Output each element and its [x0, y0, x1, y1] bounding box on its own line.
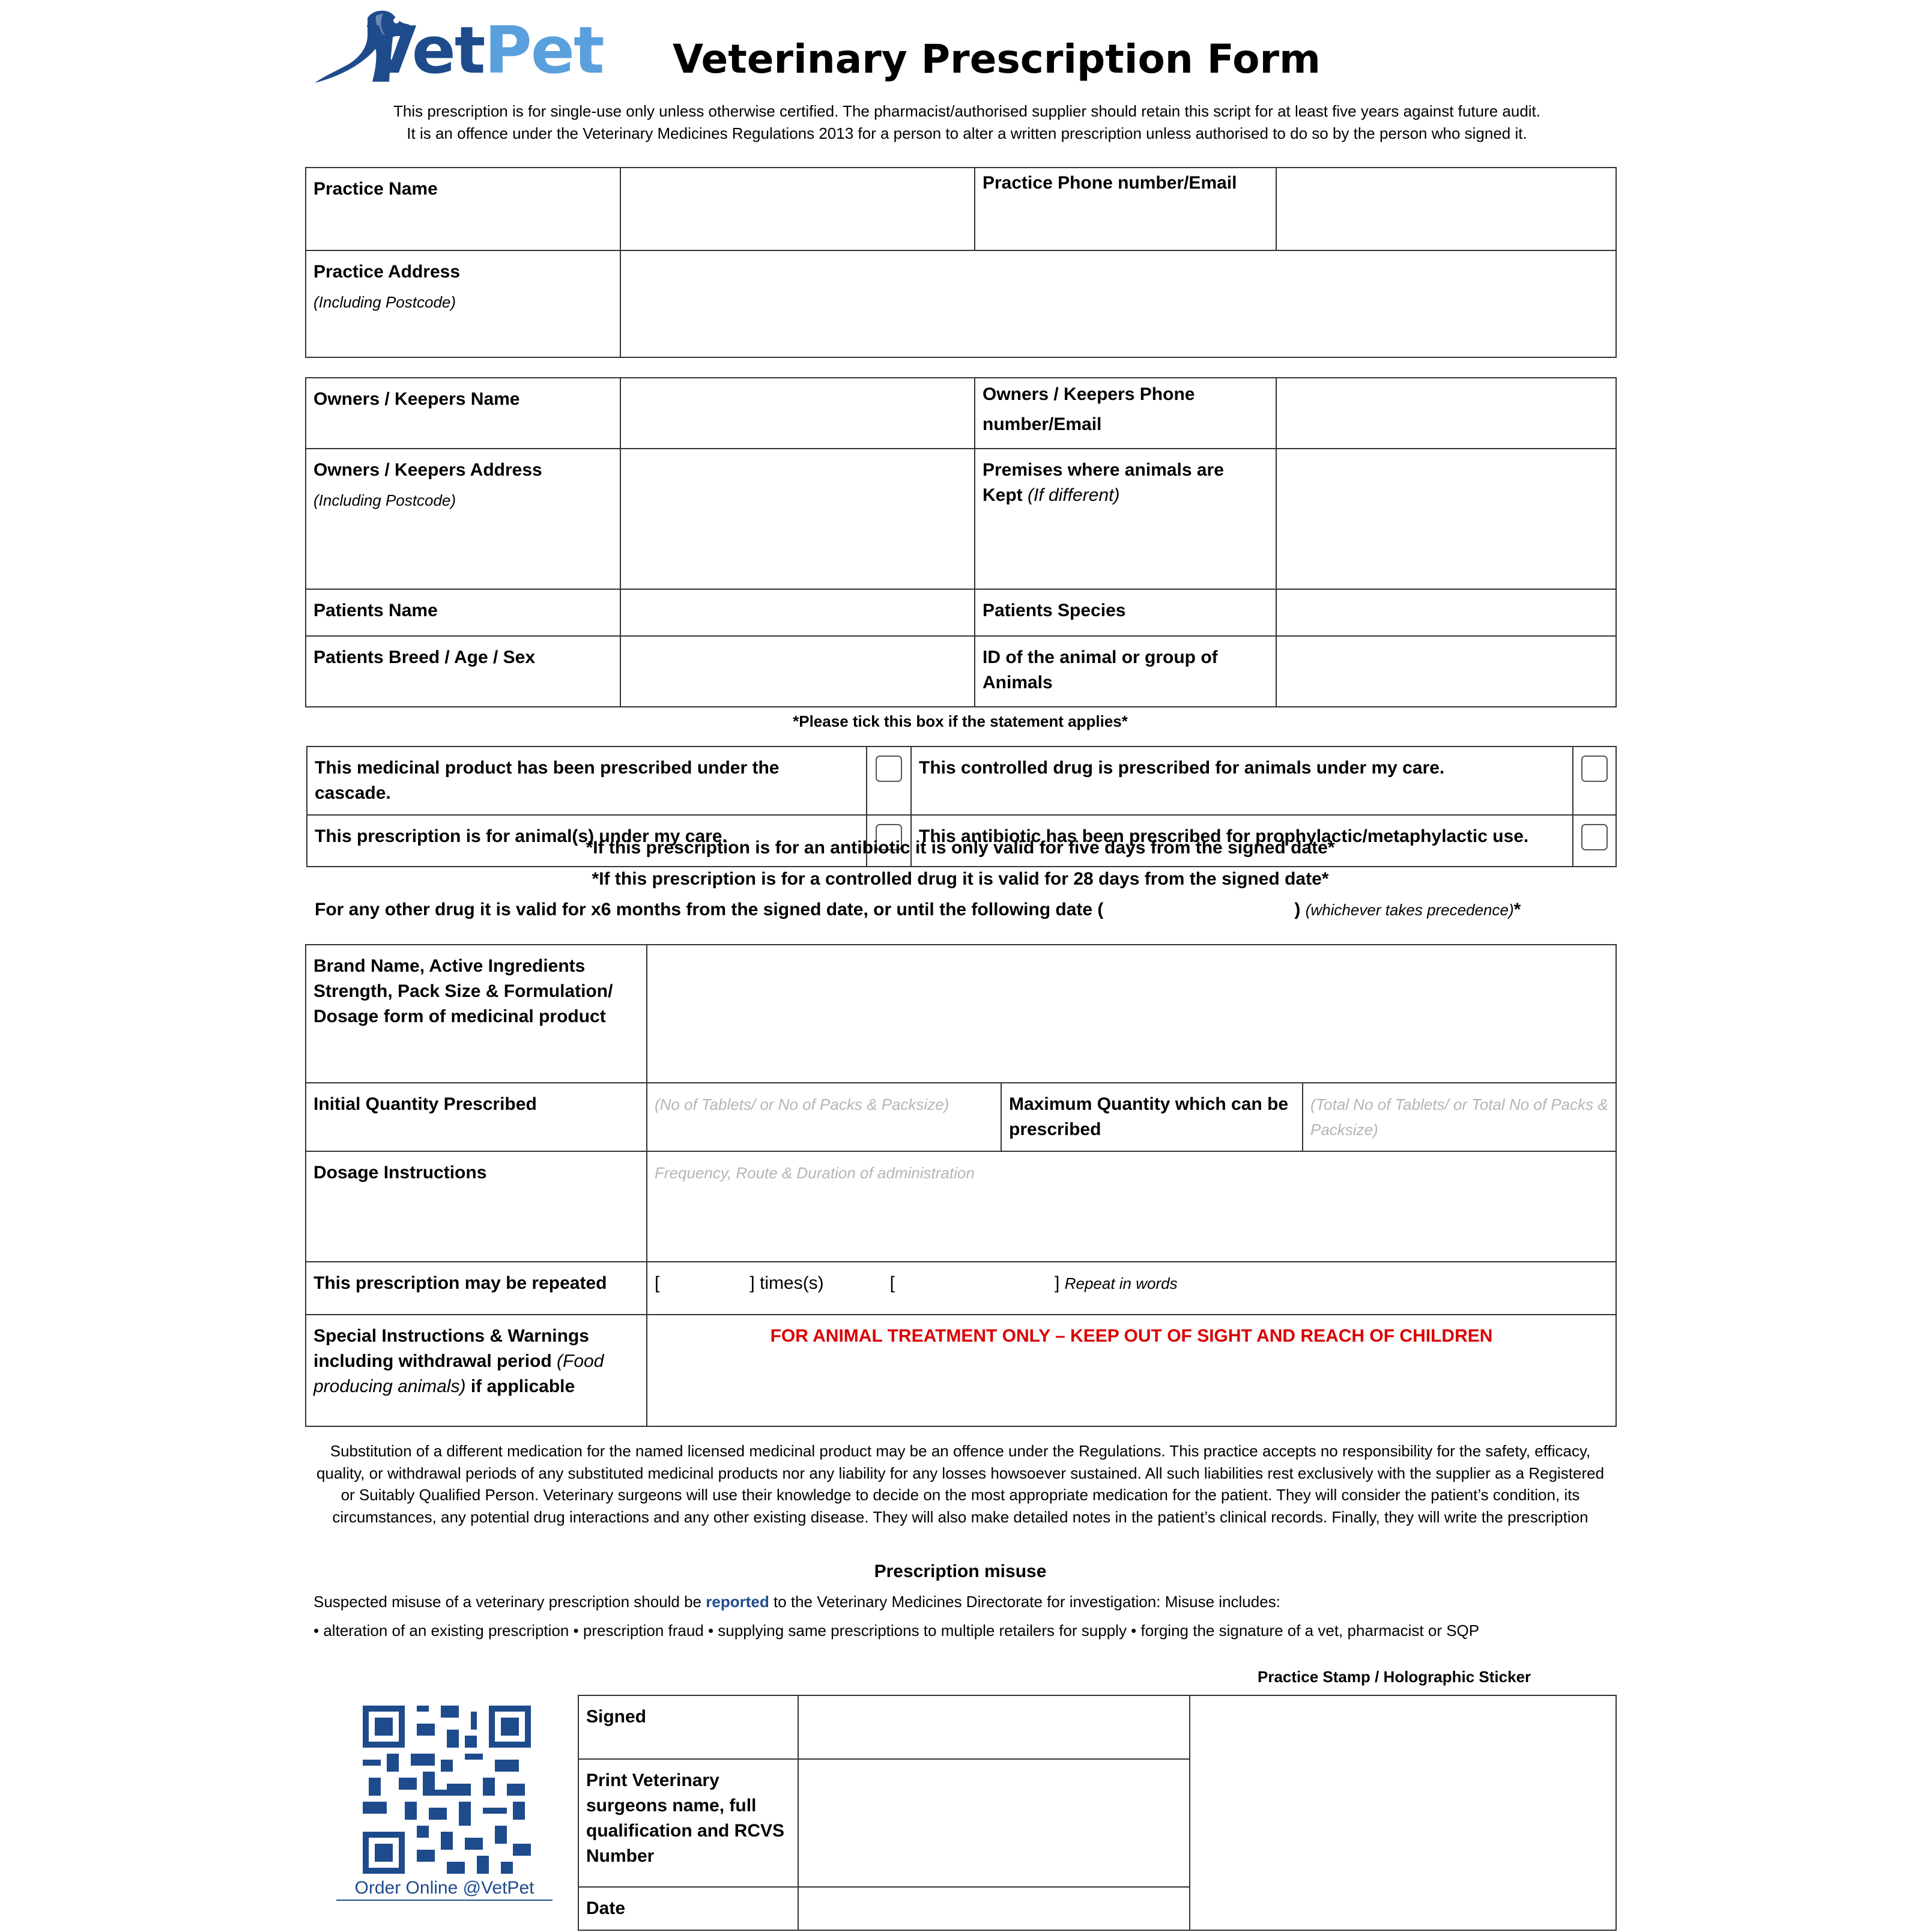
signed-field[interactable] [798, 1695, 1190, 1759]
misuse-prefix: Suspected misuse of a veterinary prescription should be [313, 1593, 702, 1611]
max-quantity-label: Maximum Quantity which can be prescribed [1009, 1094, 1289, 1139]
patient-species-field[interactable] [1276, 589, 1616, 636]
initial-quantity-hint: (No of Tablets/ or No of Packs & Packsize) [655, 1095, 949, 1113]
repeat-label: This prescription may be repeated [313, 1273, 607, 1293]
patient-breed-label: Patients Breed / Age / Sex [313, 647, 536, 667]
qr-caption[interactable]: Order Online @VetPet [336, 1878, 553, 1901]
intro-line-1: This prescription is for single-use only unless otherwise certified. The pharmacist/authorised supplier should retain this script for at least five years against future audit. [393, 102, 1540, 120]
qr-code-icon[interactable] [363, 1706, 531, 1874]
validity-antibiotic: *If this prescription is for an antibiotic it is only valid for five days from the signed date* [586, 838, 1335, 858]
qr-block [336, 1706, 553, 1904]
special-label-1: Special Instructions & Warnings including withdrawal period [313, 1326, 589, 1371]
practice-name-label: Practice Name [313, 179, 438, 199]
patient-name-field[interactable] [620, 589, 975, 636]
owner-address-sub: (Including Postcode) [313, 491, 456, 509]
warning-text: FOR ANIMAL TREATMENT ONLY – KEEP OUT OF SIGHT AND REACH OF CHILDREN [770, 1326, 1493, 1346]
premises-label: Premises where animals are Kept [983, 460, 1224, 505]
special-label-2: if applicable [470, 1376, 575, 1396]
premises-sub: (If different) [1028, 485, 1120, 505]
signature-table [578, 1695, 1617, 1931]
validity-asterisk: * [1513, 900, 1521, 919]
signed-label: Signed [586, 1707, 647, 1727]
page-title: Veterinary Prescription Form [673, 36, 1321, 82]
controlled-checkbox[interactable] [1573, 746, 1616, 815]
special-field[interactable] [647, 1315, 1616, 1426]
stamp-box[interactable] [1190, 1695, 1616, 1930]
substitution-text: Substitution of a different medication for the named licensed medicinal product may be an offence under the Regulations. This practice accepts no responsibility for the safety, efficacy, quality, or withdrawal periods of any substituted medicinal products nor any liability for any losses howsoever sustained. All such liabilities rest exclusively with the supplier as a Registered or Suitably Qualified Person. Veterinary surgeons will use their knowledge to decide on the most appropriate medication for the patient. They will consider the patient’s condition, its circumstances, any potential drug interactions and any other existing disease. They will also make detailed notes in the patient’s clinical records. Finally, they will write the prescription [316, 1442, 1605, 1526]
owner-address-field[interactable] [620, 449, 975, 589]
tick-heading: *Please tick this box if the statement applies* [793, 712, 1128, 730]
validity-close-paren: ) [1294, 900, 1301, 919]
brand-field[interactable] [647, 945, 1616, 1083]
print-name-label: Print Veterinary surgeons name, full qualification and RCVS Number [586, 1770, 785, 1866]
brand-label: Brand Name, Active Ingredients Strength, Pack Size & Formulation/ Dosage form of medicinal product [313, 956, 613, 1026]
repeat-bracket-open: [ [655, 1273, 660, 1293]
misuse-suffix: to the Veterinary Medicines Directorate for investigation: Misuse includes: [773, 1593, 1280, 1611]
repeat-words-note: Repeat in words [1064, 1274, 1178, 1292]
practice-address-label: Practice Address [313, 262, 461, 282]
repeat-bracket-close-2: ] [1055, 1273, 1060, 1293]
controlled-statement: This controlled drug is prescribed for animals under my care. [911, 746, 1573, 815]
misuse-report-link[interactable]: reported [706, 1593, 769, 1611]
initial-quantity-field[interactable] [647, 1083, 1001, 1151]
initial-quantity-label: Initial Quantity Prescribed [313, 1094, 537, 1114]
validity-other-text: For any other drug it is valid for x6 months from the signed date, or until the following date ( [315, 900, 1104, 919]
logo [312, 6, 604, 90]
checkbox-icon[interactable] [876, 756, 902, 782]
animal-id-field[interactable] [1276, 636, 1616, 707]
antibiotic-statement: This antibiotic has been prescribed for prophylactic/metaphylactic use. [911, 815, 1573, 867]
special-label-italic: (Food producing animals) [313, 1351, 604, 1396]
patient-name-label: Patients Name [313, 601, 438, 620]
owner-name-field[interactable] [620, 378, 975, 449]
product-table [305, 944, 1617, 1427]
validity-controlled: *If this prescription is for a controlled drug it is valid for 28 days from the signed date* [592, 869, 1329, 889]
max-quantity-hint: (Total No of Tablets/ or Total No of Packs & Packsize) [1310, 1095, 1608, 1139]
max-quantity-field[interactable] [1303, 1083, 1616, 1151]
print-name-field[interactable] [798, 1759, 1190, 1887]
validity-other [315, 900, 1618, 920]
owner-address-label: Owners / Keepers Address [313, 460, 542, 480]
dosage-hint: Frequency, Route & Duration of administration [655, 1164, 975, 1182]
date-field[interactable] [798, 1887, 1190, 1930]
patient-breed-field[interactable] [620, 636, 975, 707]
practice-phone-field[interactable] [1276, 168, 1616, 250]
owner-table [305, 377, 1617, 707]
logo-text-vet: Vet [366, 13, 485, 88]
checkbox-icon[interactable] [1581, 756, 1608, 782]
practice-table [305, 167, 1617, 358]
practice-address-sub: (Including Postcode) [313, 293, 456, 311]
cascade-checkbox[interactable] [867, 746, 911, 815]
stamp-label: Practice Stamp / Holographic Sticker [1258, 1668, 1531, 1686]
owner-name-label: Owners / Keepers Name [313, 389, 520, 409]
practice-address-field[interactable] [620, 250, 1616, 357]
intro-line-2: It is an offence under the Veterinary Medicines Regulations 2013 for a person to alter a written prescription unless authorised to do so by the person who signed it. [407, 124, 1527, 142]
date-label: Date [586, 1898, 626, 1918]
repeat-field[interactable] [647, 1262, 1616, 1315]
validity-precedence: (whichever takes precedence) [1305, 901, 1514, 919]
dosage-field[interactable] [647, 1151, 1616, 1262]
owner-phone-field[interactable] [1276, 378, 1616, 449]
practice-phone-label: Practice Phone number/Email [983, 173, 1237, 193]
misuse-heading: Prescription misuse [874, 1561, 1047, 1581]
cascade-statement: This medicinal product has been prescribed under the cascade. [307, 746, 867, 815]
owner-phone-label: Owners / Keepers Phone number/Email [983, 384, 1195, 434]
practice-name-field[interactable] [620, 168, 975, 250]
repeat-times-text: ] times(s) [749, 1273, 824, 1293]
repeat-bracket-open-2: [ [889, 1273, 895, 1293]
patient-species-label: Patients Species [983, 601, 1126, 620]
premises-field[interactable] [1276, 449, 1616, 589]
misuse-list: • alteration of an existing prescription • prescription fraud • supplying same prescriptions to multiple retailers for supply • forging the signature of a vet, pharmacist or SQP [313, 1622, 1480, 1640]
logo-text-pet: Pet [484, 13, 604, 88]
under-care-statement: This prescription is for animal(s) under my care. [307, 815, 867, 867]
animal-id-label: ID of the animal or group of Animals [983, 647, 1218, 692]
dosage-label: Dosage Instructions [313, 1163, 487, 1183]
misuse-paragraph [313, 1593, 1280, 1611]
